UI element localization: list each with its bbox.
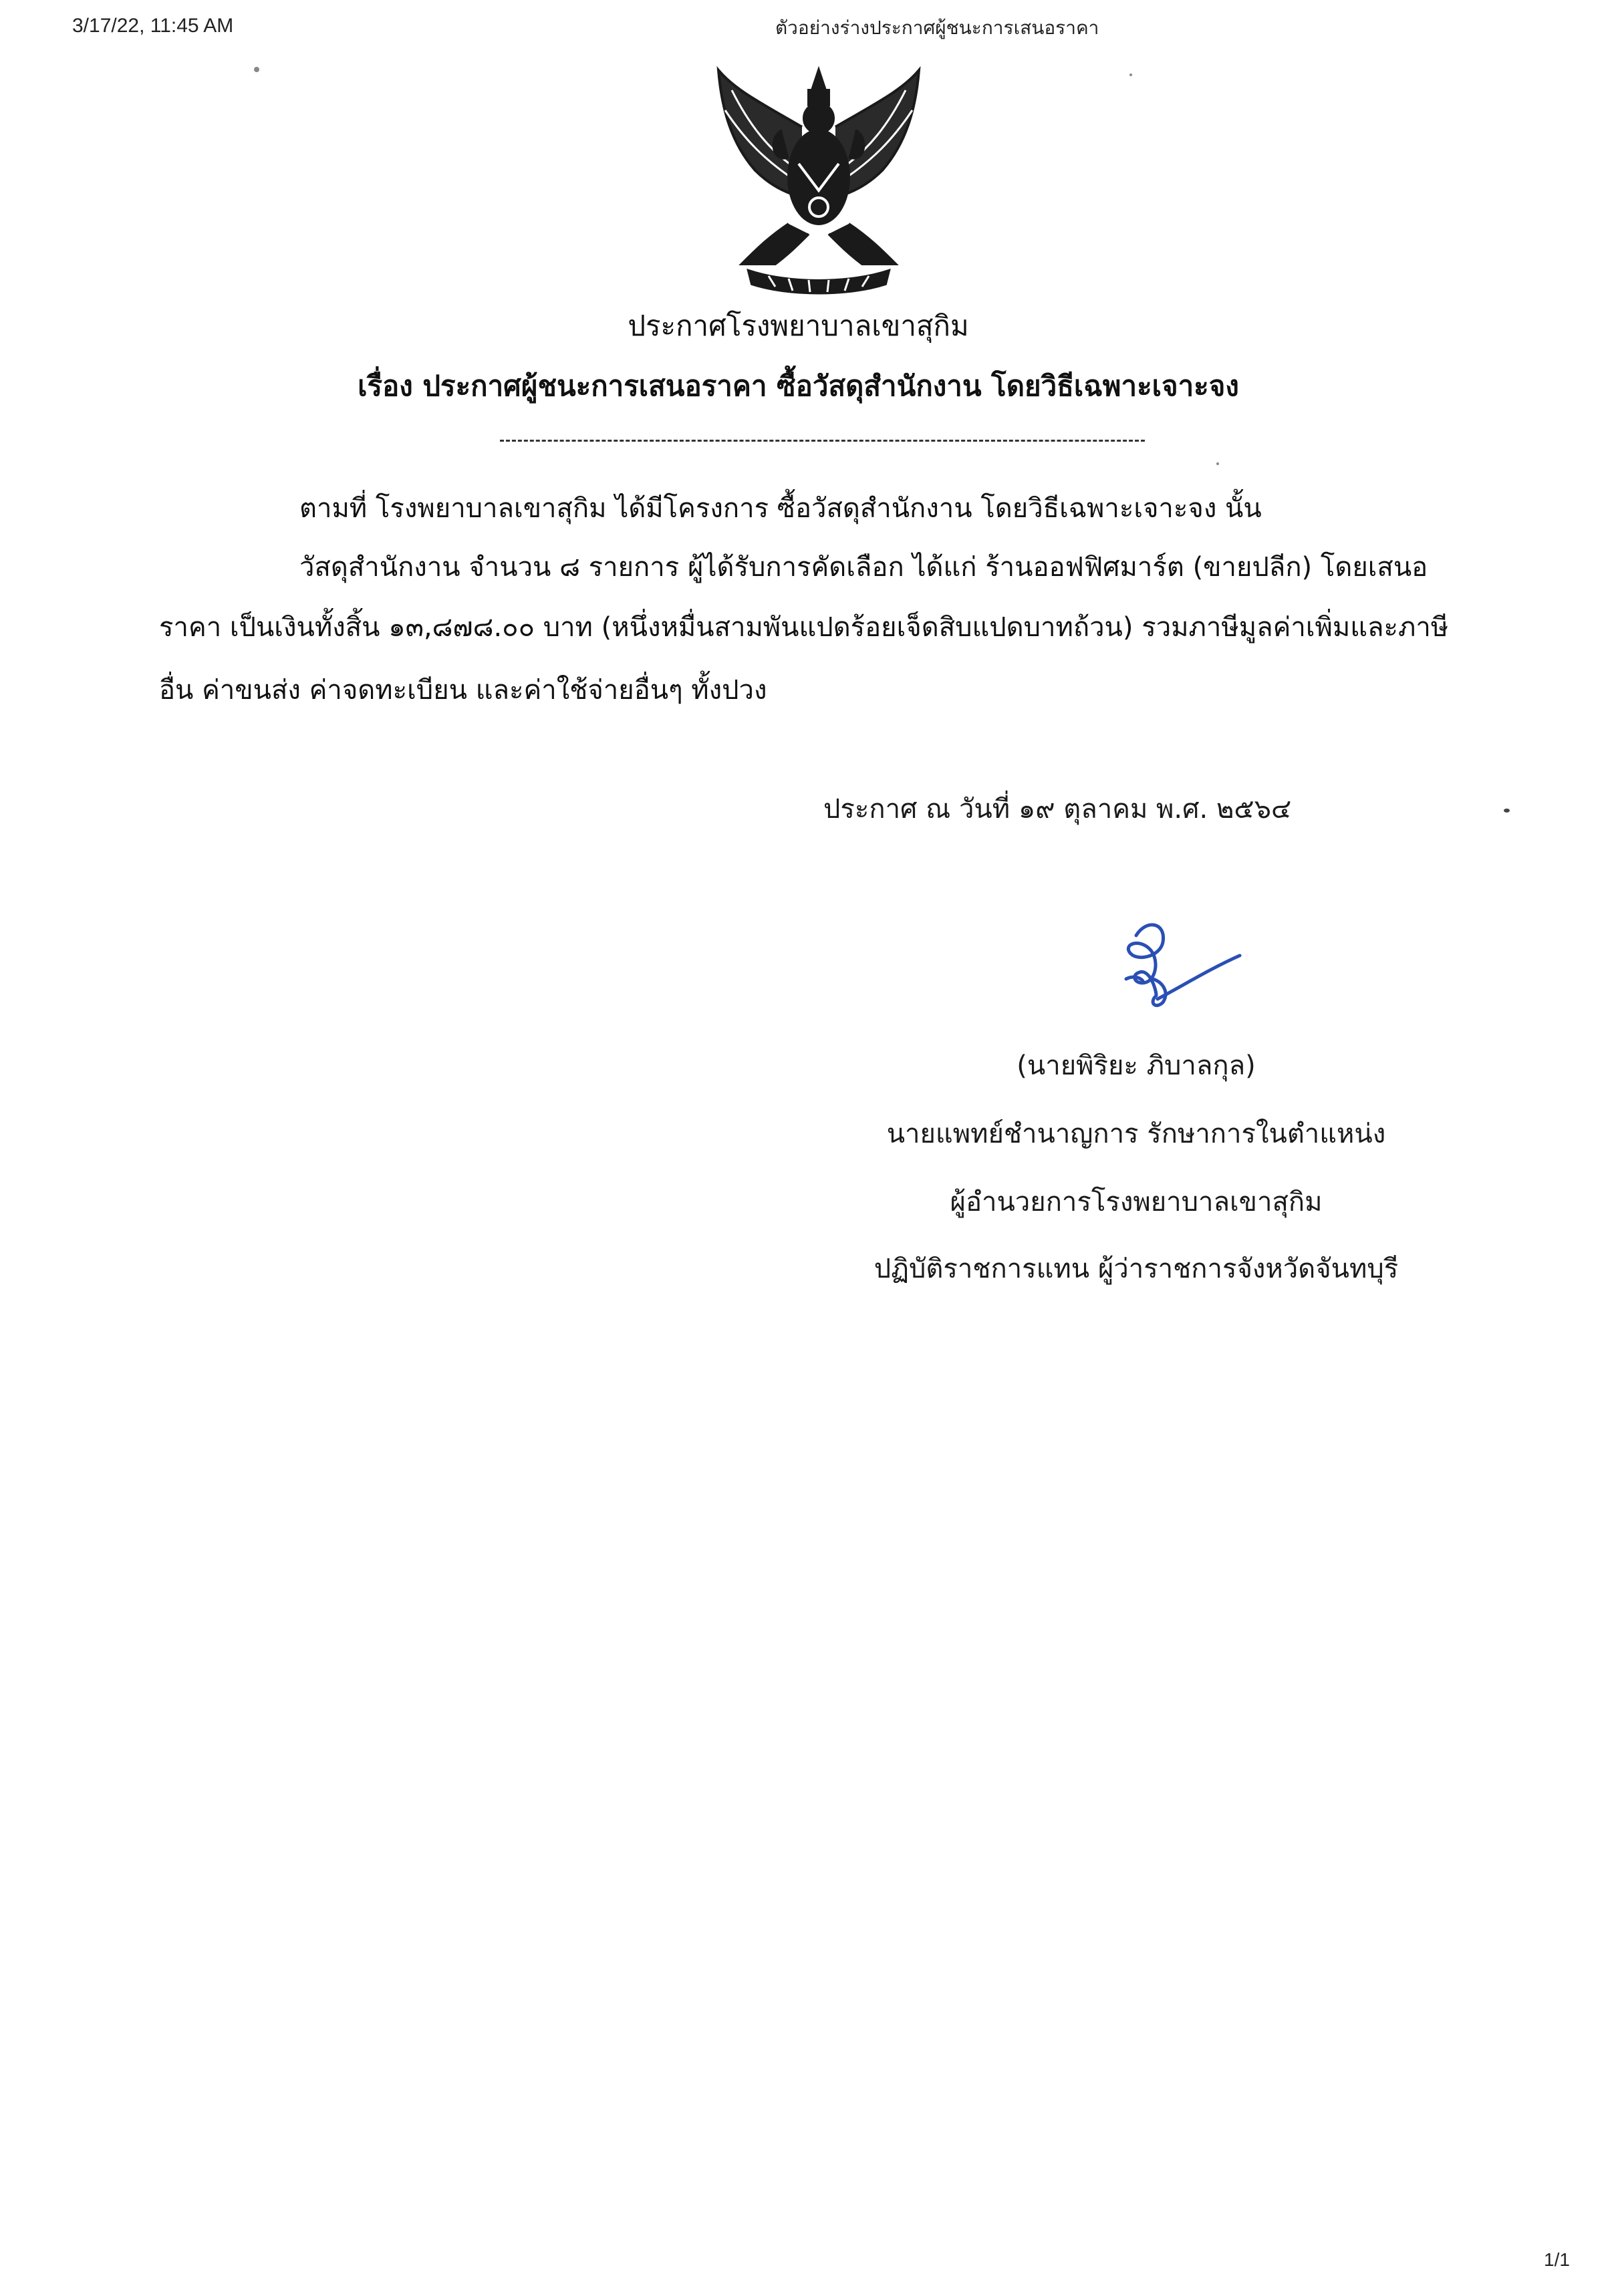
body-line-1: ตามที่ โรงพยาบาลเขาสุกิม ได้มีโครงการ ซื้อวัสดุสำนักงาน โดยวิธีเฉพาะเจาะจง นั้น [299,493,1262,524]
signer-position-2: ผู้อำนวยการโรงพยาบาลเขาสุกิม [950,1187,1323,1217]
garuda-emblem-icon [708,63,929,297]
body-line-4: อื่น ค่าขนส่ง ค่าจดทะเบียน และค่าใช้จ่ายอื่นๆ ทั้งปวง [159,675,767,706]
print-header-title: ตัวอย่างร่างประกาศผู้ชนะการเสนอราคา [775,17,1099,39]
body-line-3: ราคา เป็นเงินทั้งสิ้น ๑๓,๘๗๘.๐๐ บาท (หนึ่งหมื่นสามพันแปดร้อยเจ็ดสิบแปดบาทถ้วน) รวมภาษีมูลค่าเพิ่มและภาษี [159,612,1449,643]
print-footer-page: 1/1 [1544,2249,1570,2270]
scan-speck [1129,74,1132,76]
scan-speck [1504,809,1510,813]
announcement-date: ประกาศ ณ วันที่ ๑๙ ตุลาคม พ.ศ. ๒๕๖๔ [823,794,1292,825]
signer-position-3: ปฏิบัติราชการแทน ผู้ว่าราชการจังหวัดจันทบุรี [874,1254,1399,1284]
handwritten-signature-icon [1109,915,1243,1022]
signer-name: (นายพิริยะ ภิบาลกุล) [1017,1050,1256,1081]
announcement-title: ประกาศโรงพยาบาลเขาสุกิม [628,309,969,342]
dashed-divider [500,440,1145,442]
scan-speck [1216,462,1219,465]
announcement-subject: เรื่อง ประกาศผู้ชนะการเสนอราคา ซื้อวัสดุสำนักงาน โดยวิธีเฉพาะเจาะจง [358,370,1239,402]
scan-speck [254,67,259,72]
signer-position-1: นายแพทย์ชำนาญการ รักษาการในตำแหน่ง [886,1119,1386,1149]
print-header-datetime: 3/17/22, 11:45 AM [72,15,234,37]
body-line-2: วัสดุสำนักงาน จำนวน ๘ รายการ ผู้ได้รับการคัดเลือก ได้แก่ ร้านออฟฟิศมาร์ต (ขายปลีก) โดยเสนอ [299,552,1428,583]
